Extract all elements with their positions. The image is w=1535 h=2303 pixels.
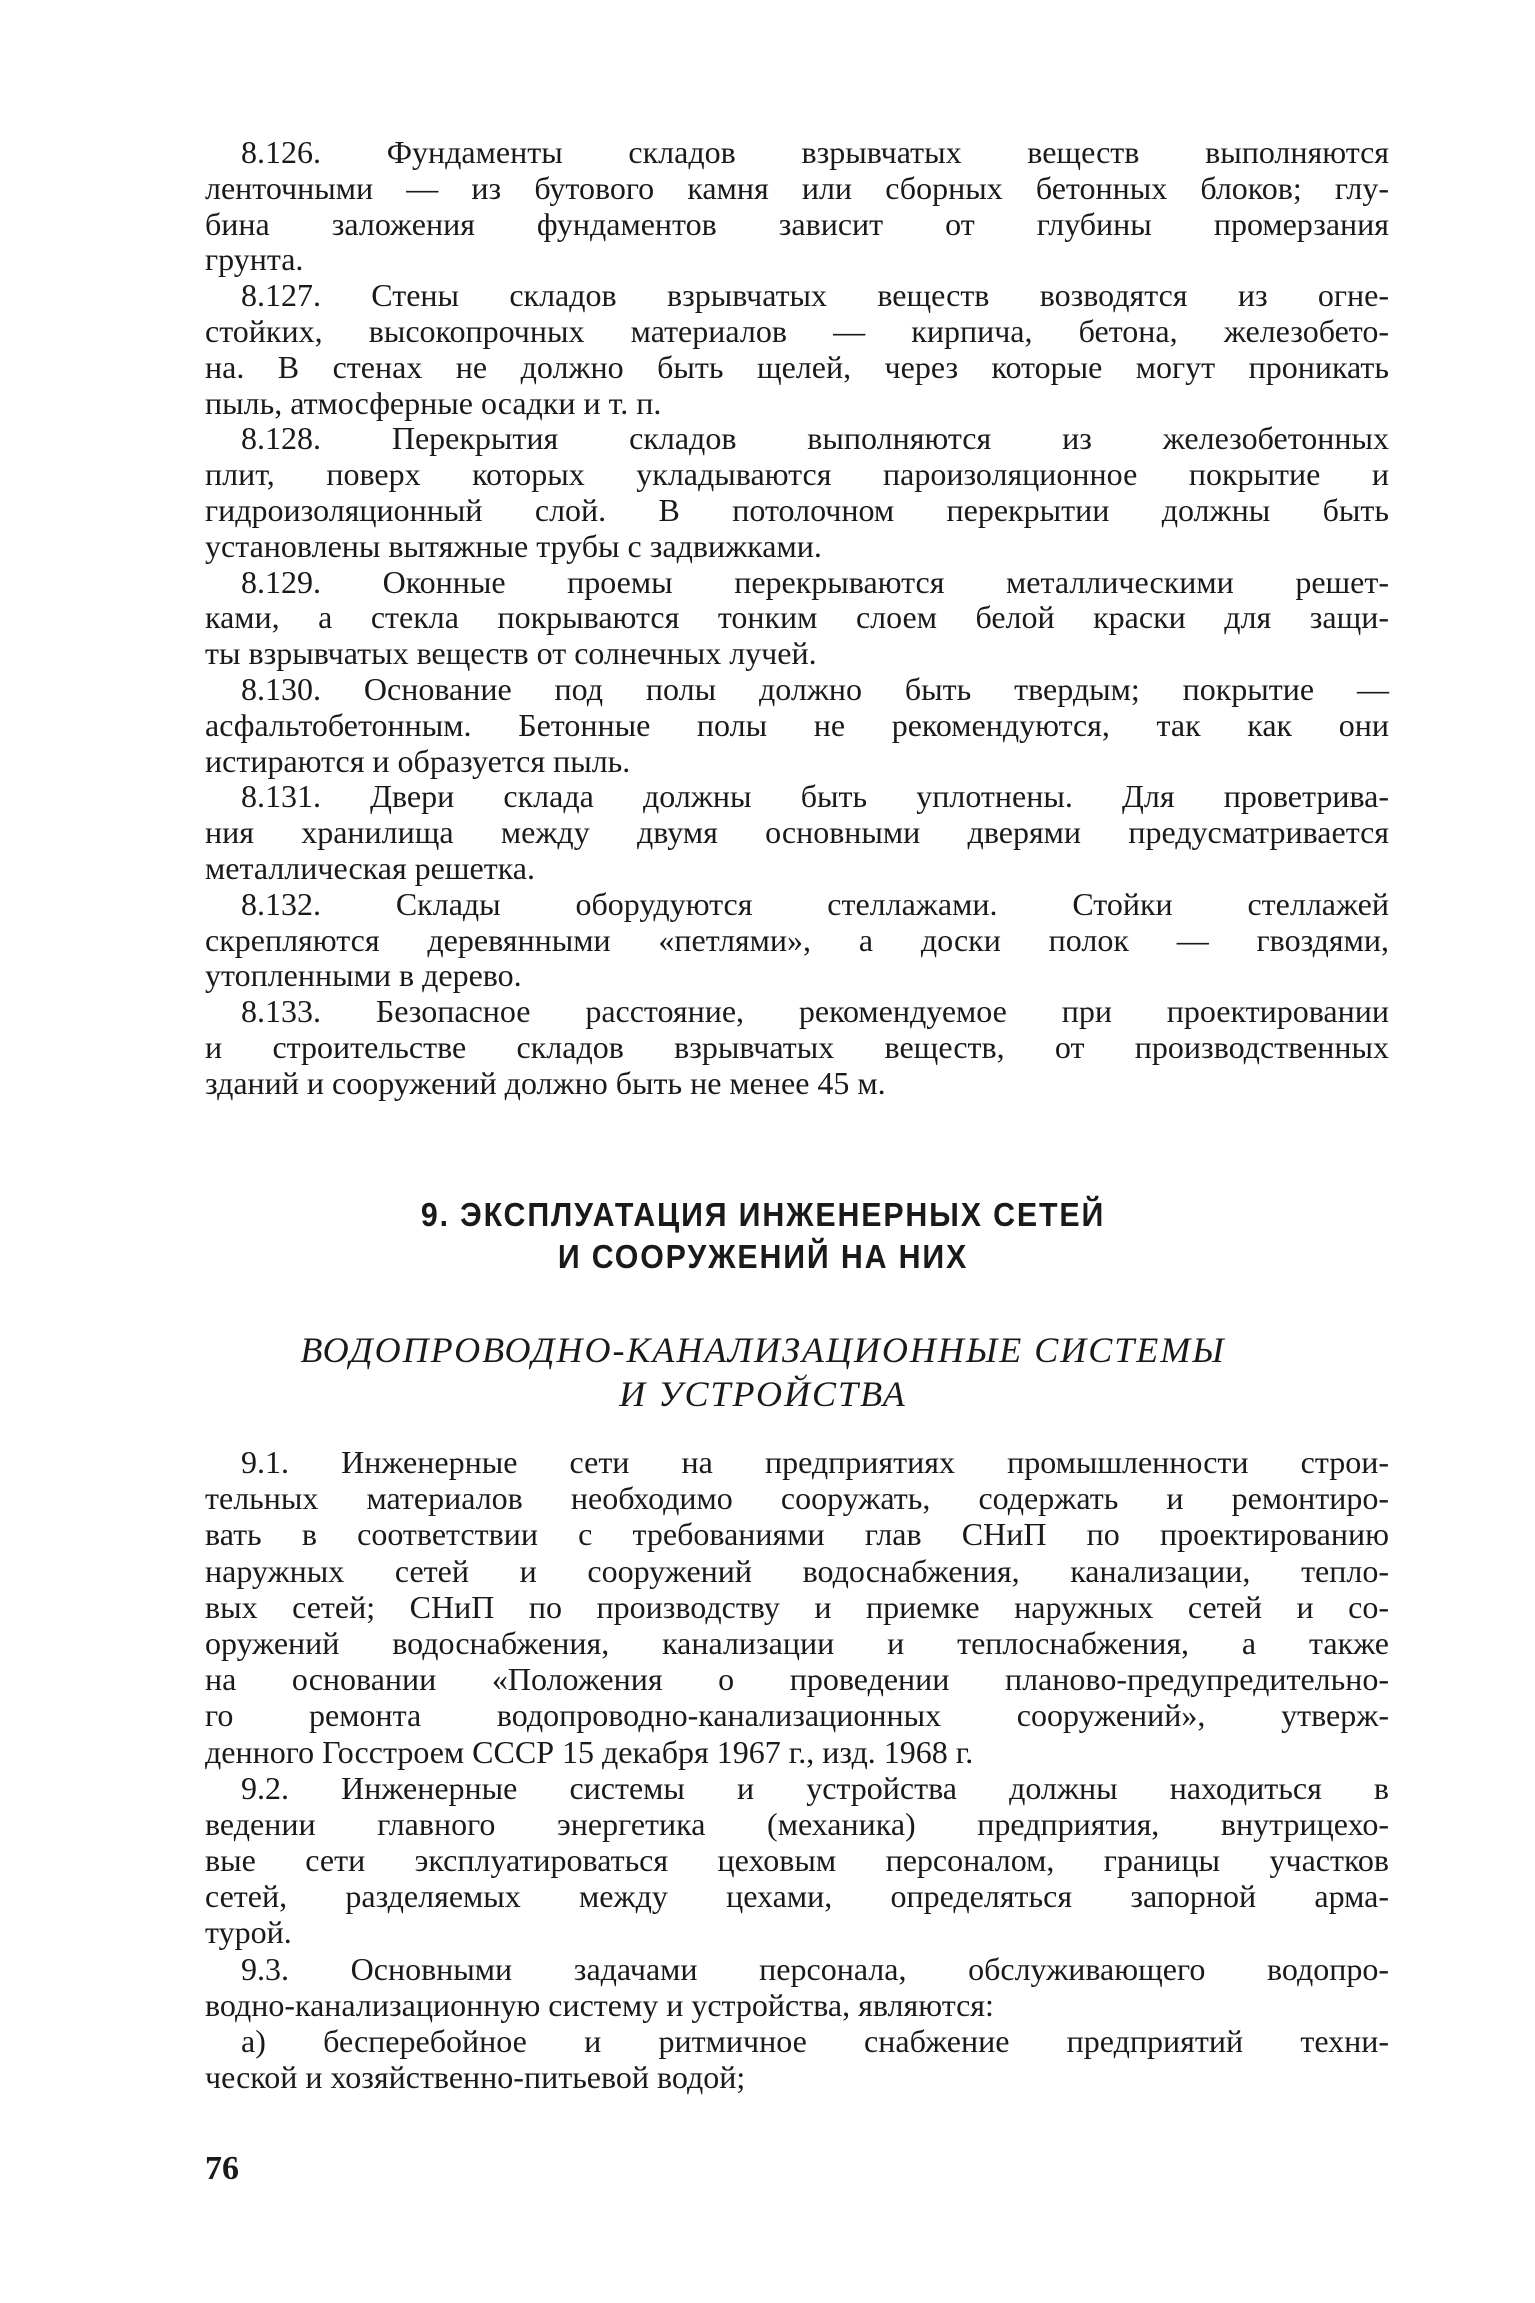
text-line: 9.1. Инженерные сети на предприятиях промышленности строи- (241, 1444, 1389, 1480)
paragraph (205, 135, 1389, 278)
text-line: сетей, разделяемых между цехами, определяться запорной арма- (205, 1878, 1389, 1915)
subheading-line-1: ВОДОПРОВОДНО-КАНАЛИЗАЦИОННЫЕ СИСТЕМЫ (300, 1330, 1226, 1370)
paragraph (205, 994, 1389, 1101)
text-line: утопленными в дерево. (205, 957, 522, 994)
text-line: скрепляются деревянными «петлями», а доски полок — гвоздями, (205, 921, 1389, 958)
chapter-heading-line-1: 9. ЭКСПЛУАТАЦИЯ ИНЖЕНЕРНЫХ СЕТЕЙ (420, 1196, 1106, 1233)
chapter-heading (250, 1194, 1277, 1278)
subheading-line-2: И УСТРОЙСТВА (619, 1374, 907, 1414)
paragraph (205, 2023, 1389, 2095)
text-line: стойких, высокопрочных материалов — кирпича, бетона, железобето- (205, 312, 1389, 349)
text-line: на. В стенах не должно быть щелей, через которые могут проникать (205, 348, 1389, 385)
text-line: 8.133. Безопасное расстояние, рекомендуемое при проектировании (241, 993, 1389, 1030)
text-line: денного Госстроем СССР 15 декабря 1967 г., изд. 1968 г. (205, 1733, 974, 1770)
text-line: 9.2. Инженерные системы и устройства должны находиться в (241, 1769, 1389, 1806)
text-line: 8.129. Оконные проемы перекрываются металлическими решет- (241, 563, 1389, 600)
text-line: на основании «Положения о проведении планово-предупредительно- (205, 1661, 1389, 1698)
section-9-text (205, 1444, 1389, 2095)
text-line: вых сетей; СНиП по производству и приемке наружных сетей и со- (205, 1588, 1389, 1625)
text-line: ния хранилища между двумя основными дверями предусматривается (205, 814, 1389, 851)
text-line: грунта. (205, 241, 304, 278)
text-line: 8.132. Склады оборудуются стеллажами. Стойки стеллажей (241, 885, 1389, 922)
text-line: ками, а стекла покрываются тонким слоем белой краски для защи- (205, 599, 1389, 636)
text-line: 8.127. Стены складов взрывчатых веществ возводятся из огне- (241, 277, 1389, 314)
text-line: ты взрывчатых веществ от солнечных лучей. (205, 635, 817, 672)
text-line: 8.128. Перекрытия складов выполняются из железобетонных (241, 420, 1389, 457)
text-line: ческой и хозяйственно-питьевой водой; (205, 2059, 746, 2096)
text-line: металлическая решетка. (205, 849, 535, 886)
text-line: асфальтобетонным. Бетонные полы не рекомендуются, так как они (205, 706, 1389, 743)
paragraph (205, 672, 1389, 779)
text-line: и строительстве складов взрывчатых веществ, от производственных (205, 1028, 1389, 1065)
text-line: наружных сетей и сооружений водоснабжения, канализации, тепло- (205, 1552, 1389, 1589)
text-line: гидроизоляционный слой. В потолочном перекрытии должны быть (205, 491, 1389, 528)
page-number: 76 (205, 2150, 239, 2187)
text-line: оружений водоснабжения, канализации и теплоснабжения, а также (205, 1624, 1389, 1661)
text-line: плит, поверх которых укладываются пароизоляционное покрытие и (205, 456, 1389, 493)
text-line: бина заложения фундаментов зависит от глубины промерзания (205, 205, 1389, 242)
chapter-heading-line-2: И СООРУЖЕНИЙ НА НИХ (557, 1238, 969, 1275)
text-line: а) бесперебойное и ритмичное снабжение предприятий техни- (241, 2023, 1389, 2059)
paragraph (205, 1951, 1389, 2023)
paragraph (205, 565, 1389, 672)
text-line: истираются и образуется пыль. (205, 742, 631, 779)
section-8-text (205, 135, 1389, 1102)
text-line: установлены вытяжные трубы с задвижками. (205, 527, 822, 564)
text-line: 9.3. Основными задачами персонала, обслуживающего водопро- (241, 1950, 1389, 1987)
text-line: вые сети эксплуатироваться цеховым персоналом, границы участков (205, 1842, 1389, 1879)
text-line: 8.126. Фундаменты складов взрывчатых веществ выполняются (241, 134, 1389, 170)
text-line: пыль, атмосферные осадки и т. п. (205, 384, 662, 421)
text-line: го ремонта водопроводно-канализационных сооружений», утверж- (205, 1697, 1389, 1734)
text-line: 8.130. Основание под полы должно быть твердым; покрытие — (241, 670, 1389, 707)
text-line: турой. (205, 1914, 292, 1951)
text-line: 8.131. Двери склада должны быть уплотнены. Для проветрива- (241, 778, 1389, 815)
paragraph (205, 779, 1389, 886)
text-line: ленточными — из бутового камня или сборных бетонных блоков; глу- (205, 169, 1389, 206)
paragraph (205, 887, 1389, 994)
paragraph (205, 278, 1389, 421)
text-line: вать в соответствии с требованиями глав СНиП по проектированию (205, 1516, 1389, 1553)
paragraph (205, 1444, 1389, 1770)
text-line: тельных материалов необходимо сооружать, содержать и ремонтиро- (205, 1480, 1389, 1517)
paragraph (205, 1770, 1389, 1951)
paragraph (205, 421, 1389, 564)
text-line: ведении главного энергетика (механика) предприятия, внутрицехо- (205, 1805, 1389, 1842)
text-line: зданий и сооружений должно быть не менее 45 м. (205, 1064, 886, 1101)
text-line: водно-канализационную систему и устройства, являются: (205, 1986, 994, 2023)
subheading (205, 1328, 1321, 1416)
